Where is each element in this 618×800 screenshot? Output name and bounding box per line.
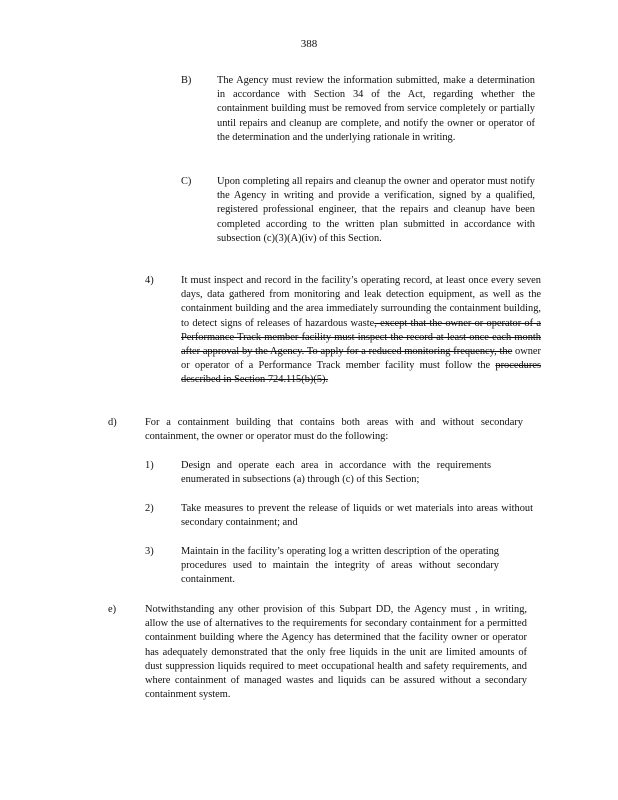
paragraph-text-part: owner or operator of a Performance Track member facility must follow the: [181, 346, 541, 372]
paragraph-text: For a containment building that contains both areas with and without secondary containment, the owner or operator must do the following:: [145, 417, 523, 443]
paragraph-text: Design and operate each area in accordance with the requirements enumerated in subsections (a) through (c) of this Section;: [181, 460, 491, 486]
struck-text: procedures described in Section 724.115(b)(5).: [181, 360, 541, 386]
paragraph-label: 2): [145, 503, 154, 514]
paragraph-text-part: It must inspect and record in the facility’s operating record, at least once every seven days, data gathered from monitoring and leak detection equipment, as well as the containment building and the area immediately surrounding the containment building, to detect signs of releases of hazardous waste: [181, 275, 541, 329]
paragraph-label: 1): [145, 460, 154, 471]
paragraph-label: B): [181, 75, 192, 86]
paragraph-text: Notwithstanding any other provision of this Subpart DD, the Agency must , in writing, allow the use of alternatives to the requirements for secondary containment for a permitted containment building where the Agency has determined that the facility owner or operator has adequately demonstrated that the only free liquids in the unit are limited amounts of dust suppression liquids required to meet occupational health and safety requirements, and where containment of managed wastes and liquids can be assured without a secondary containment system.: [145, 604, 527, 701]
struck-text: , except that the owner or operator of a Performance Track member facility must inspect the record at least once each month after approval by the Agency. To apply for a reduced monitoring frequency, the: [181, 317, 541, 358]
paragraph-label: 4): [145, 275, 154, 286]
paragraph-text: Maintain in the facility’s operating log a written description of the operating procedures used to maintain the integrity of areas without secondary containment.: [181, 546, 499, 586]
page-number: 388: [300, 38, 318, 50]
paragraph-label: d): [108, 417, 117, 428]
paragraph-label: C): [181, 176, 192, 187]
paragraph-text: Take measures to prevent the release of liquids or wet materials into areas without secondary containment; and: [181, 503, 533, 529]
paragraph-label: 3): [145, 546, 154, 557]
paragraph-text: Upon completing all repairs and cleanup the owner and operator must notify the Agency in writing and provide a verification, signed by a qualified, registered professional engineer, that the repairs and cleanup have been completed according to the written plan submitted in accordance with subsection (c)(3)(A)(iv) of this Section.: [217, 176, 535, 244]
paragraph-text: [181, 274, 541, 388]
paragraph-text: The Agency must review the information submitted, make a determination in accordance with Section 34 of the Act, regarding whether the containment building must be removed from service completely or partially until repairs and cleanup are complete, and notify the owner or operator of the determination and the underlying rationale in writing.: [217, 75, 535, 143]
paragraph-label: e): [108, 604, 117, 615]
